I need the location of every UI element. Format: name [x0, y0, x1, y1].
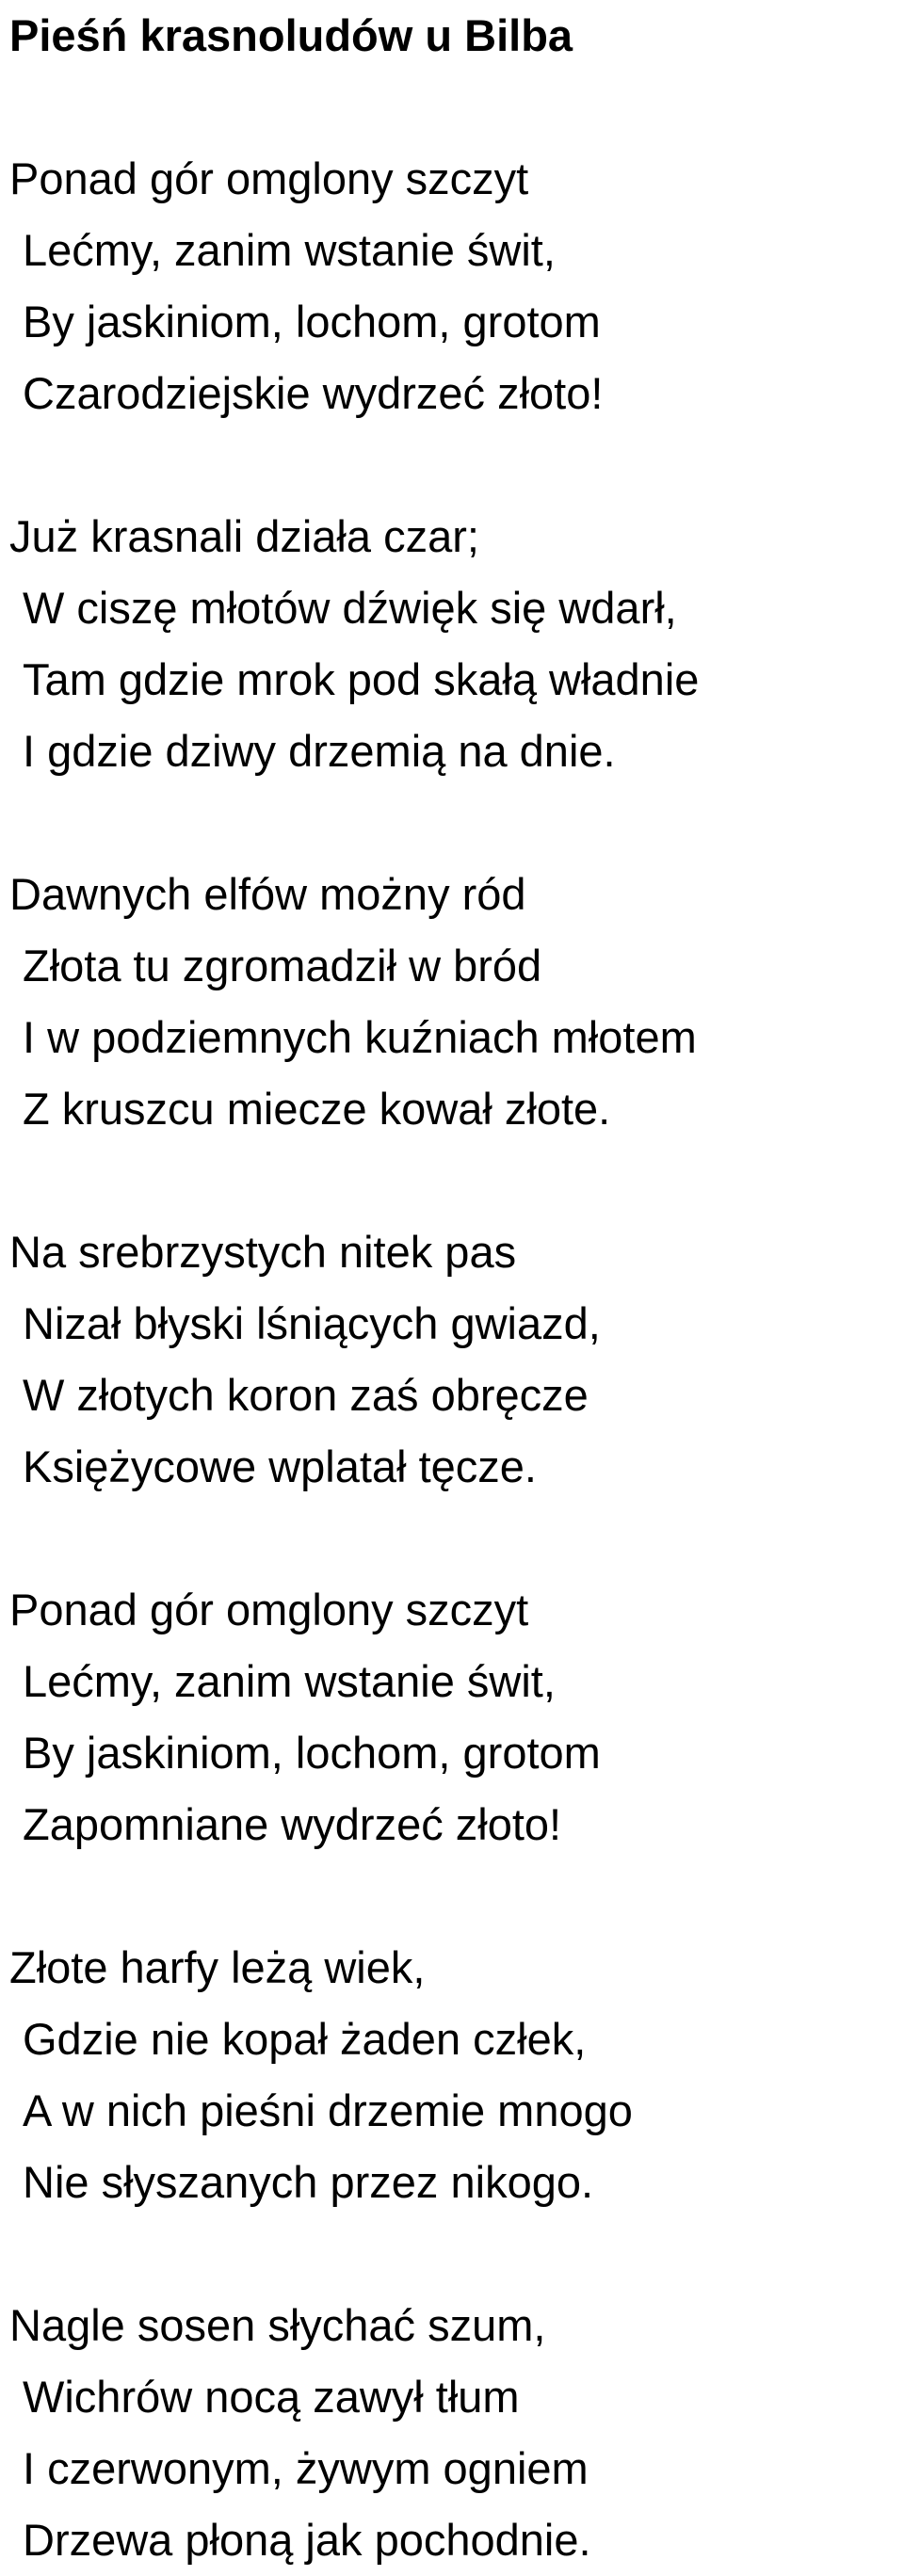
stanza-gap [9, 429, 895, 501]
verse-line: Lećmy, zanim wstanie świt, [23, 225, 556, 275]
verse-line: W złotych koron zaś obręcze [23, 1370, 589, 1420]
stanza-2 [9, 501, 895, 787]
verse-line: Dawnych elfów możny ród [9, 869, 526, 919]
verse-line: Już krasnali działa czar; [9, 511, 479, 561]
verse-line: Wichrów nocą zawył tłum [23, 2372, 520, 2422]
verse-line: Tam gdzie mrok pod skałą władnie [23, 654, 700, 704]
verse-line: Drzewa płoną jak pochodnie. [23, 2515, 591, 2565]
verse-line: By jaskiniom, lochom, grotom [23, 1728, 601, 1778]
stanza-7 [9, 2290, 895, 2576]
verse-line: Nagle sosen słychać szum, [9, 2300, 546, 2350]
verse-line: Na srebrzystych nitek pas [9, 1227, 517, 1277]
verse-line: I w podziemnych kuźniach młotem [23, 1012, 697, 1062]
stanza-gap [9, 72, 895, 143]
stanza-gap [9, 787, 895, 859]
verse-line: Z kruszcu miecze kował złote. [23, 1084, 611, 1134]
verse-line: Lećmy, zanim wstanie świt, [23, 1656, 556, 1706]
poem-title: Pieśń krasnoludów u Bilba [9, 10, 573, 60]
verse-line: Księżycowe wplatał tęcze. [23, 1441, 537, 1491]
stanza-6 [9, 1932, 895, 2218]
verse-line: Złote harfy leżą wiek, [9, 1942, 426, 1992]
verse-line: Nizał błyski lśniących gwiazd, [23, 1298, 601, 1348]
verse-line: By jaskiniom, lochom, grotom [23, 297, 601, 346]
verse-line: Ponad gór omglony szczyt [9, 153, 529, 203]
verse-line: Nie słyszanych przez nikogo. [23, 2157, 594, 2207]
verse-line: Ponad gór omglony szczyt [9, 1585, 529, 1634]
verse-line: I gdzie dziwy drzemią na dnie. [23, 726, 616, 776]
stanza-gap [9, 2218, 895, 2290]
stanza-5 [9, 1574, 895, 1860]
stanza-4 [9, 1216, 895, 1503]
verse-line: A w nich pieśni drzemie mnogo [23, 2085, 633, 2135]
stanza-1 [9, 143, 895, 429]
verse-line: Czarodziejskie wydrzeć złoto! [23, 368, 604, 418]
stanza-gap [9, 1860, 895, 1932]
verse-line: I czerwonym, żywym ogniem [23, 2443, 589, 2493]
stanza-3 [9, 859, 895, 1145]
stanza-gap [9, 1145, 895, 1216]
stanza-gap [9, 1503, 895, 1574]
poem [9, 0, 895, 2576]
verse-line: Złota tu zgromadził w bród [23, 941, 542, 990]
verse-line: Zapomniane wydrzeć złoto! [23, 1799, 562, 1849]
verse-line: Gdzie nie kopał żaden człek, [23, 2014, 587, 2064]
verse-line: W ciszę młotów dźwięk się wdarł, [23, 583, 677, 633]
